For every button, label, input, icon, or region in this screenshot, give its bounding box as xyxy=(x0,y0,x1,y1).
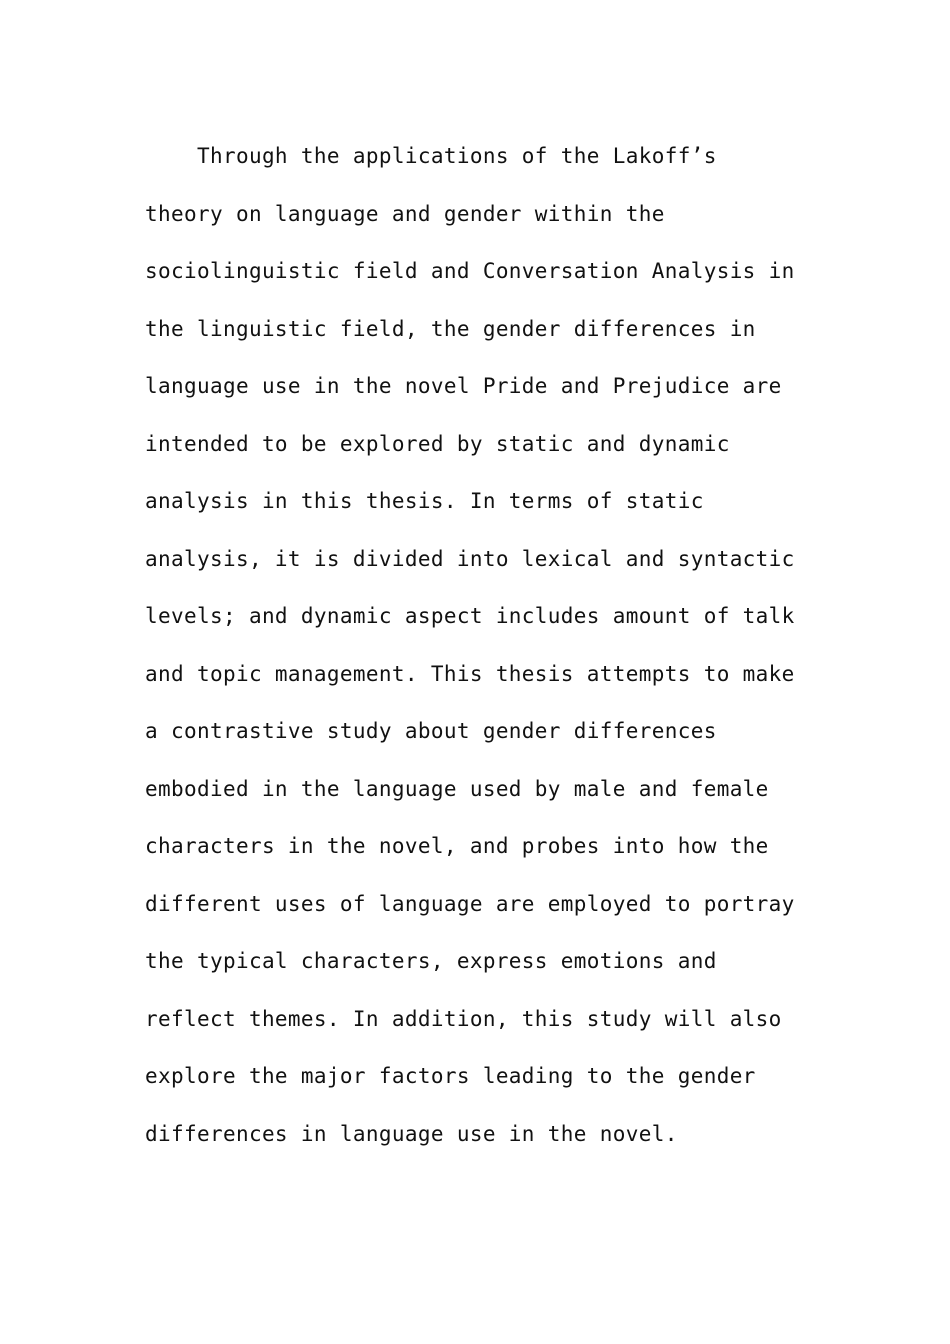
abstract-paragraph xyxy=(145,128,825,1163)
paragraph-line: explore the major factors leading to the gender xyxy=(145,1064,756,1088)
paragraph-line: sociolinguistic field and Conversation Analysis in xyxy=(145,259,795,283)
paragraph-line: and topic management. This thesis attempts to make xyxy=(145,661,795,686)
paragraph-line: analysis, it is divided into lexical and syntactic xyxy=(145,546,795,571)
paragraph-line: the typical characters, express emotions and xyxy=(145,949,717,973)
paragraph-line: embodied in the language used by male and female xyxy=(145,776,769,801)
paragraph-line: analysis in this thesis. In terms of static xyxy=(145,489,704,513)
paragraph-line: theory on language and gender within the xyxy=(145,201,665,226)
paragraph-line: differences in language use in the novel. xyxy=(145,1121,678,1146)
paragraph-line: reflect themes. In addition, this study will also xyxy=(145,1006,782,1031)
paragraph-line: a contrastive study about gender differences xyxy=(145,719,717,743)
paragraph-line: intended to be explored by static and dynamic xyxy=(145,431,730,456)
paragraph-line: levels; and dynamic aspect includes amount of talk xyxy=(145,604,795,628)
paragraph-line: different uses of language are employed to portray xyxy=(145,891,795,916)
paragraph-line: the linguistic field, the gender differences in xyxy=(145,316,756,341)
paragraph-line: characters in the novel, and probes into how the xyxy=(145,834,769,858)
paragraph-line: language use in the novel Pride and Prejudice are xyxy=(145,374,782,398)
paragraph-line: Through the applications of the Lakoff’s xyxy=(145,144,717,168)
